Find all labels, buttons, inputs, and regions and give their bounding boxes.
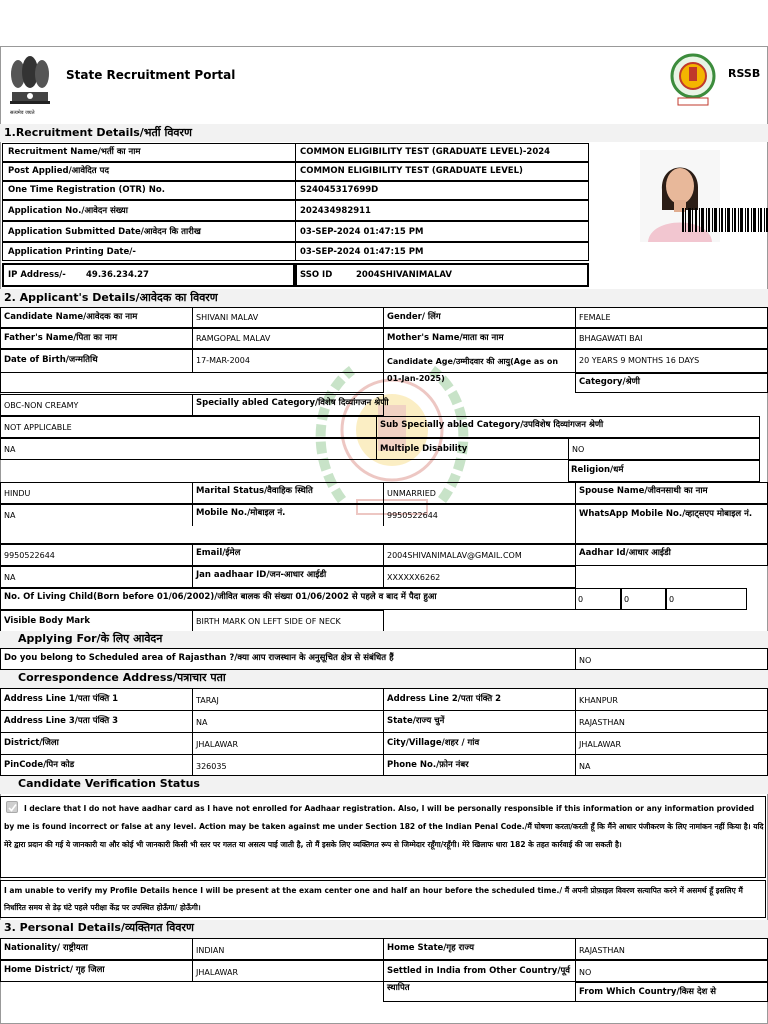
living-child-label: No. Of Living Child(Born before 01/06/2002)/जीवित बालक की संख्या 01/06/2002 से पहले व बाद में पैदा हुआ — [4, 592, 437, 602]
column-divider — [575, 328, 576, 349]
submitted-date-value: 03-SEP-2024 01:47:15 PM — [300, 227, 424, 237]
applying-for-header — [0, 631, 768, 648]
column-divider — [383, 328, 384, 349]
marital-status-label: Marital Status/वैवाहिक स्थिति — [196, 486, 313, 496]
body-mark-value: BIRTH MARK ON LEFT SIDE OF NECK — [196, 617, 341, 626]
dob-value: 17-MAR-2004 — [196, 356, 250, 365]
city-label: City/Village/शहर / गांव — [387, 738, 480, 748]
living-child-value: 0 — [624, 595, 630, 604]
multiple-disability-label: Multiple Disability — [380, 444, 468, 454]
phone-value: NA — [579, 762, 591, 771]
spouse-name-value: NA — [4, 511, 16, 520]
mobile-label: Mobile No./मोबाइल नं. — [196, 508, 286, 518]
age-value: 20 YEARS 9 MONTHS 16 DAYS — [579, 356, 700, 365]
column-divider — [376, 438, 377, 460]
home-state-value: RAJASTHAN — [579, 946, 625, 955]
emblem-motto: सत्यमेव जयते — [10, 110, 35, 116]
application-no-value: 202434982911 — [300, 206, 371, 216]
national-emblem-icon — [6, 52, 54, 110]
jan-aadhaar-label: Jan aadhaar ID/जन-आधार आईडी — [196, 570, 327, 580]
nationality-label: Nationality/ राष्ट्रीयता — [4, 943, 88, 953]
otr-label: One Time Registration (OTR) No. — [8, 185, 165, 195]
nationality-value: INDIAN — [196, 946, 225, 955]
header — [0, 47, 768, 122]
mother-name-value: BHAGAWATI BAI — [579, 334, 643, 343]
column-divider — [383, 688, 384, 776]
district-value: JHALAWAR — [196, 740, 239, 749]
post-applied-value: COMMON ELIGIBILITY TEST (GRADUATE LEVEL) — [300, 166, 523, 176]
barcode-icon — [682, 208, 768, 232]
specially-abled-label: Specially abled Category/विशेष दिव्यांगजन श्रेणी — [196, 398, 389, 408]
aadhar-label: Aadhar Id/आधार आईडी — [579, 548, 671, 558]
application-no-label: Application No./आवेदन संख्या — [8, 206, 128, 216]
row-divider — [0, 710, 768, 711]
state-label: State/राज्य चुनें — [387, 716, 445, 726]
section3-header — [0, 920, 768, 938]
ip-address-value: 49.36.234.27 — [86, 270, 149, 280]
column-divider — [192, 349, 193, 373]
address-header — [0, 670, 768, 688]
address-line3-value: NA — [196, 718, 208, 727]
otr-value: S24045317699D — [300, 185, 379, 195]
column-divider — [192, 688, 193, 776]
table-row — [383, 982, 576, 1002]
home-state-label: Home State/गृह राज्य — [387, 943, 475, 953]
column-divider — [383, 307, 384, 328]
column-divider — [192, 307, 193, 328]
candidate-name-value: SHIVANI MALAV — [196, 313, 259, 322]
rssb-logo-icon — [668, 52, 718, 108]
column-divider — [575, 349, 576, 373]
recruitment-table — [2, 143, 589, 289]
aadhar-value: NA — [4, 573, 16, 582]
address-line1-value: TARAJ — [196, 696, 219, 705]
column-divider — [575, 648, 576, 670]
scheduled-area-value: NO — [579, 656, 592, 665]
table-row — [0, 960, 768, 982]
mobile-value: 9950522644 — [387, 511, 438, 520]
settled-value: NO — [579, 968, 592, 977]
address-title: Correspondence Address/पत्राचार पता — [18, 671, 226, 684]
state-value: RAJASTHAN — [579, 718, 625, 727]
whatsapp-label: WhatsApp Mobile No./व्हाट्सएप मोबाइल नं. — [579, 509, 753, 519]
column-divider — [192, 328, 193, 349]
settled-label: Settled in India from Other Country/पूर्व स्थापित — [387, 966, 571, 993]
home-district-value: JHALAWAR — [196, 968, 239, 977]
age-label: Candidate Age/उम्मीदवार की आयु(Age as on 01-Jan-2025) — [387, 357, 559, 383]
ip-address-label: IP Address/- — [8, 270, 66, 280]
living-child-value: 0 — [669, 595, 675, 604]
column-divider — [192, 610, 193, 632]
specially-abled-value: NOT APPLICABLE — [4, 423, 72, 432]
org-short-name: RSSB — [728, 67, 761, 80]
column-divider — [376, 416, 377, 438]
table-row — [0, 373, 384, 393]
column-divider — [295, 143, 296, 261]
phone-label: Phone No./फ़ोन नंबर — [387, 760, 469, 770]
sso-id-label: SSO ID — [300, 270, 333, 280]
declaration-text-1: I declare that I do not have aadhar card as I have not enrolled for Aadhaar registration. Also, I will be personally responsible if this information or any information provided by me is found incorrect or false at any level. Action may be taken against me under Section 182 of the Indian Penal Code./मैं घोषणा करता/करती हूँ कि मैंने आधार पंजीकरण के लिए नामांकन नहीं किया है। यदि मेरे द्वारा प्रदान की गई ये जानकारी या और कोई भी जानकारी किसी भी स्तर पर गलत या असत्य पाई जाती है, तो मैं इसके लिए व्यक्तिगत रूप से जिम्मेदार रहूँगा/रहूँगी। मेरे खिलाफ धारा 182 के तहत कार्रवाई की जा सकती है। — [4, 804, 764, 849]
mother-name-label: Mother's Name/माता का नाम — [387, 333, 504, 343]
section2-title: 2. Applicant's Details/आवेदक का विवरण — [4, 291, 218, 304]
printing-date-value: 03-SEP-2024 01:47:15 PM — [300, 247, 424, 257]
sub-specially-value: NA — [4, 445, 16, 454]
living-child-box — [666, 588, 747, 610]
column-divider — [575, 688, 576, 776]
table-row — [0, 938, 768, 960]
column-divider — [192, 394, 193, 416]
gender-value: FEMALE — [579, 313, 611, 322]
column-divider — [575, 307, 576, 328]
address-line2-value: KHANPUR — [579, 696, 618, 705]
declaration-text-2: I am unable to verify my Profile Details hence I will be present at the exam center one and half an hour before the scheduled time./ मैं अपनी प्रोफ़ाइल विवरण सत्यापित करने में असमर्थ हूँ इसलिए मैं निर्धारित समय से डेढ़ घंटे पहले परीक्षा केंद्र पर उपस्थित होऊँगा/ होऊँगी। — [4, 886, 743, 912]
recruitment-name-value: COMMON ELIGIBILITY TEST (GRADUATE LEVEL)-2024 — [300, 147, 551, 157]
pincode-label: PinCode/पिन कोड — [4, 760, 75, 770]
marital-status-value: UNMARRIED — [387, 489, 436, 498]
religion-value: HINDU — [4, 489, 31, 498]
verification-header — [0, 776, 768, 794]
home-district-label: Home District/ गृह जिला — [4, 965, 105, 975]
printing-date-label: Application Printing Date/- — [8, 247, 136, 257]
father-name-value: RAMGOPAL MALAV — [196, 334, 271, 343]
row-divider — [0, 754, 768, 755]
applying-for-title: Applying For/के लिए आवेदन — [18, 632, 163, 645]
recruitment-name-label: Recruitment Name/भर्ती का नाम — [8, 147, 141, 157]
city-value: JHALAWAR — [579, 740, 622, 749]
address-line2-label: Address Line 2/पता पंक्ति 2 — [387, 694, 502, 704]
address-line1-label: Address Line 1/पता पंक्ति 1 — [4, 694, 119, 704]
column-divider — [568, 438, 569, 460]
section1-header — [0, 124, 768, 142]
pincode-value: 326035 — [196, 762, 227, 771]
sub-specially-label: Sub Specially abled Category/उपविशेष दिव्यांगजन श्रेणी — [380, 420, 604, 430]
jan-aadhaar-value: XXXXXX6262 — [387, 573, 441, 582]
email-label: Email/ईमेल — [196, 548, 241, 558]
multiple-disability-value: NO — [572, 445, 585, 454]
column-divider — [575, 544, 576, 566]
spouse-name-label: Spouse Name/जीवनसाथी का नाम — [579, 486, 708, 496]
post-applied-label: Post Applied/आवेदित पद — [8, 166, 109, 176]
candidate-name-label: Candidate Name/आवेदक का नाम — [4, 312, 138, 322]
father-name-label: Father's Name/पिता का नाम — [4, 333, 118, 343]
which-country-label: From Which Country/किस देश से — [579, 987, 717, 997]
body-mark-label: Visible Body Mark — [4, 616, 90, 626]
whatsapp-value: 9950522644 — [4, 551, 55, 560]
address-line3-label: Address Line 3/पता पंक्ति 3 — [4, 716, 119, 726]
living-child-value: 0 — [578, 595, 584, 604]
scheduled-area-label: Do you belong to Scheduled area of Rajasthan ?/क्या आप राजस्थान के अनुसूचित क्षेत्र से संबंधित हैं — [4, 653, 394, 663]
verification-title: Candidate Verification Status — [18, 777, 200, 790]
dob-label: Date of Birth/जन्मतिथि — [4, 355, 98, 365]
religion-label: Religion/धर्म — [571, 465, 624, 475]
category-label: Category/श्रेणी — [579, 377, 640, 387]
row-divider — [0, 732, 768, 733]
section3-title: 3. Personal Details/व्यक्तिगत विवरण — [4, 921, 194, 934]
section1-title: 1.Recruitment Details/भर्ती विवरण — [4, 126, 193, 139]
email-value: 2004SHIVANIMALAV@GMAIL.COM — [387, 551, 522, 560]
column-divider — [575, 526, 576, 544]
submitted-date-label: Application Submitted Date/आवेदन कि तारीख — [8, 227, 201, 237]
sso-id-value: 2004SHIVANIMALAV — [356, 270, 452, 280]
section2-header — [0, 289, 768, 307]
gender-label: Gender/ लिंग — [387, 312, 441, 322]
district-label: District/जिला — [4, 738, 59, 748]
portal-title: State Recruitment Portal — [66, 68, 236, 82]
category-value: OBC-NON CREAMY — [4, 401, 79, 410]
